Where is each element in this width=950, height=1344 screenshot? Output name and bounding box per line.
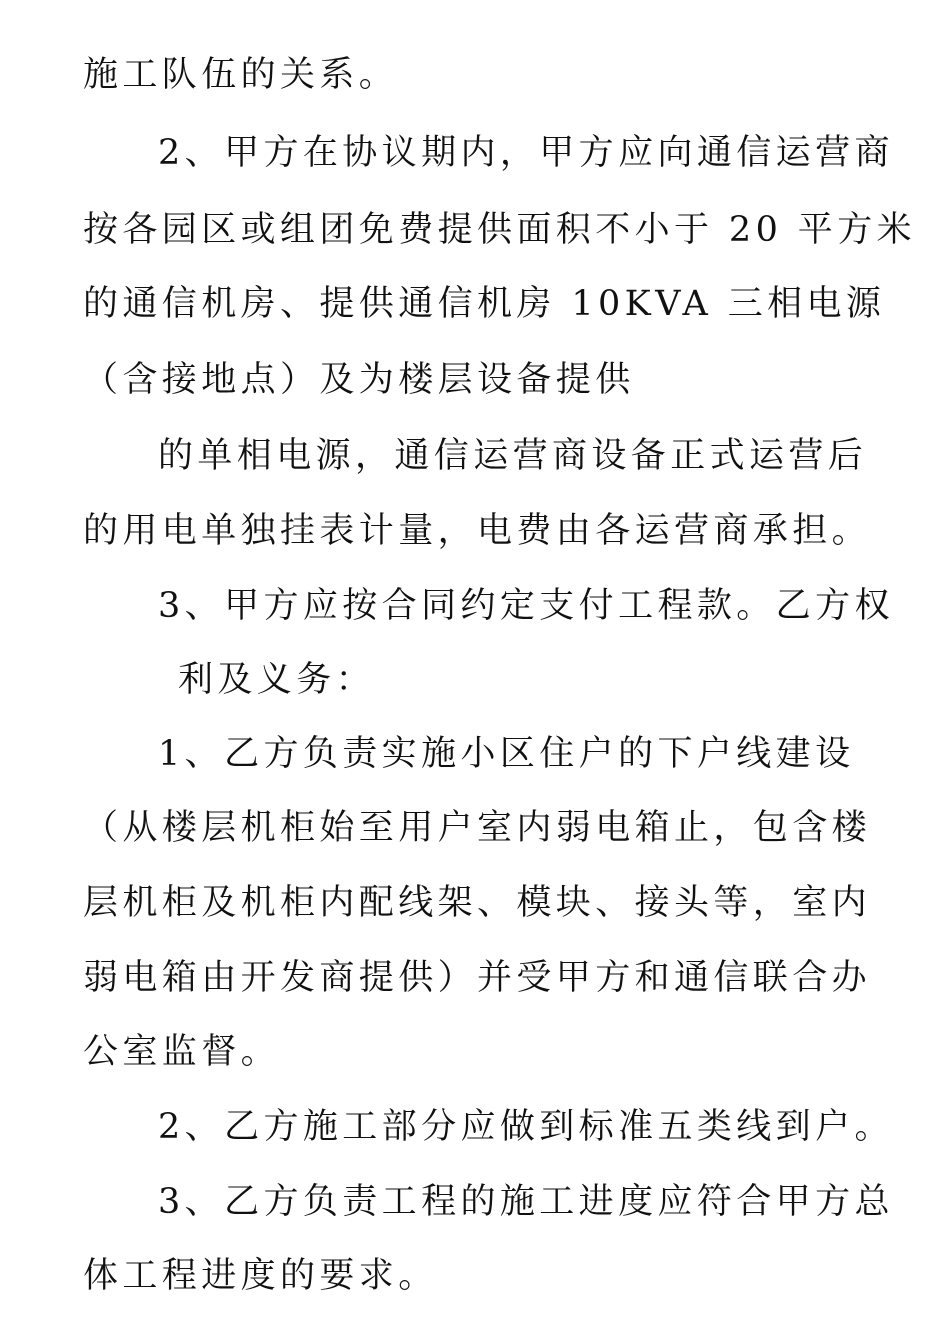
text-line: （从楼层机柜始至用户室内弱电箱止，包含楼 (83, 808, 872, 848)
text-line: 3、乙方负责工程的施工进度应符合甲方总 (158, 1182, 894, 1222)
text-line: 的通信机房、提供通信机房 10KVA 三相电源 (83, 284, 886, 324)
text-line: 的单相电源，通信运营商设备正式运营后 (158, 436, 868, 476)
text-line: 3、甲方应按合同约定支付工程款。乙方权 (158, 586, 894, 626)
text-line: 公室监督。 (83, 1032, 281, 1072)
text-line: 按各园区或组团免费提供面积不小于 20 平方米 (83, 210, 916, 250)
text-line: 层机柜及机柜内配线架、模块、接头等，室内 (83, 883, 872, 923)
text-line: 体工程进度的要求。 (83, 1256, 438, 1296)
text-line: 1、乙方负责实施小区住户的下户线建设 (158, 734, 855, 774)
text-line: 2、甲方在协议期内，甲方应向通信运营商 (158, 133, 894, 173)
text-line: 施工队伍的关系。 (83, 55, 399, 95)
text-line: （含接地点）及为楼层设备提供 (83, 360, 635, 400)
text-line: 利及义务： (178, 660, 376, 700)
text-line: 的用电单独挂表计量，电费由各运营商承担。 (83, 511, 872, 551)
text-line: 弱电箱由开发商提供）并受甲方和通信联合办 (83, 958, 872, 998)
text-line: 2、乙方施工部分应做到标准五类线到户。 (158, 1107, 894, 1147)
